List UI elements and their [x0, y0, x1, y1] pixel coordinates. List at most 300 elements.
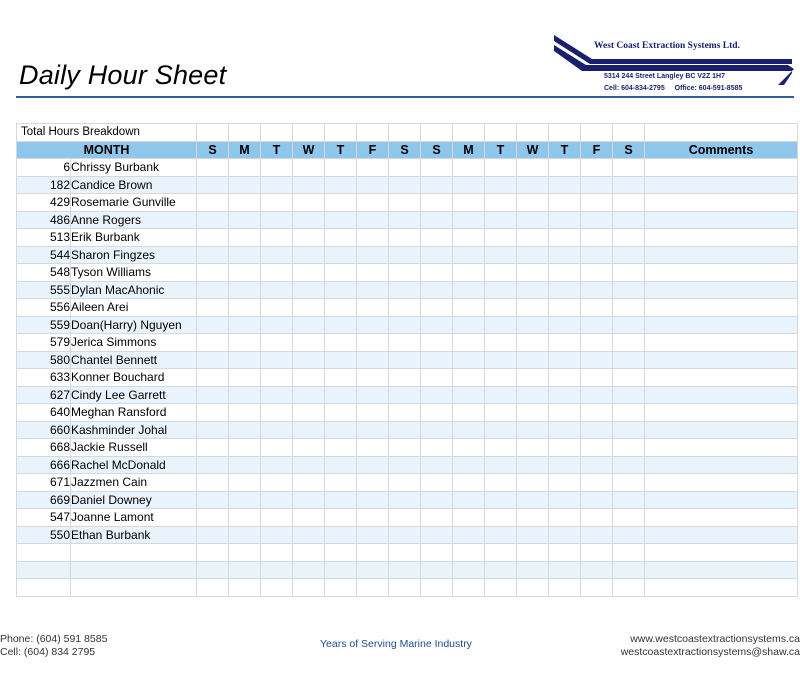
- hours-cell[interactable]: [389, 351, 421, 369]
- comments-cell[interactable]: [645, 351, 798, 369]
- hours-cell[interactable]: [389, 194, 421, 212]
- hours-cell[interactable]: [389, 544, 421, 562]
- hours-cell[interactable]: [229, 299, 261, 317]
- hours-cell[interactable]: [325, 369, 357, 387]
- hours-cell[interactable]: [453, 404, 485, 422]
- hours-cell[interactable]: [293, 579, 325, 597]
- hours-cell[interactable]: [549, 456, 581, 474]
- comments-cell[interactable]: [645, 421, 798, 439]
- hours-cell[interactable]: [485, 299, 517, 317]
- hours-cell[interactable]: [197, 211, 229, 229]
- hours-cell[interactable]: [293, 351, 325, 369]
- hours-cell[interactable]: [421, 404, 453, 422]
- hours-cell[interactable]: [453, 211, 485, 229]
- hours-cell[interactable]: [325, 439, 357, 457]
- hours-cell[interactable]: [485, 456, 517, 474]
- hours-cell[interactable]: [613, 509, 645, 527]
- hours-cell[interactable]: [453, 526, 485, 544]
- hours-cell[interactable]: [613, 281, 645, 299]
- hours-cell[interactable]: [357, 509, 389, 527]
- hours-cell[interactable]: [389, 176, 421, 194]
- hours-cell[interactable]: [197, 526, 229, 544]
- hours-cell[interactable]: [421, 579, 453, 597]
- hours-cell[interactable]: [229, 491, 261, 509]
- hours-cell[interactable]: [453, 491, 485, 509]
- hours-cell[interactable]: [389, 456, 421, 474]
- hours-cell[interactable]: [325, 334, 357, 352]
- hours-cell[interactable]: [293, 369, 325, 387]
- hours-cell[interactable]: [229, 456, 261, 474]
- hours-cell[interactable]: [261, 211, 293, 229]
- hours-cell[interactable]: [229, 561, 261, 579]
- hours-cell[interactable]: [421, 474, 453, 492]
- hours-cell[interactable]: [197, 281, 229, 299]
- hours-cell[interactable]: [453, 439, 485, 457]
- hours-cell[interactable]: [453, 334, 485, 352]
- hours-cell[interactable]: [613, 334, 645, 352]
- hours-cell[interactable]: [229, 159, 261, 177]
- hours-cell[interactable]: [485, 526, 517, 544]
- hours-cell[interactable]: [357, 264, 389, 282]
- hours-cell[interactable]: [197, 509, 229, 527]
- hours-cell[interactable]: [389, 334, 421, 352]
- hours-cell[interactable]: [613, 421, 645, 439]
- hours-cell[interactable]: [389, 579, 421, 597]
- hours-cell[interactable]: [517, 439, 549, 457]
- hours-cell[interactable]: [581, 509, 613, 527]
- hours-cell[interactable]: [549, 509, 581, 527]
- comments-cell[interactable]: [645, 334, 798, 352]
- hours-cell[interactable]: [357, 246, 389, 264]
- comments-cell[interactable]: [645, 439, 798, 457]
- hours-cell[interactable]: [261, 474, 293, 492]
- hours-cell[interactable]: [613, 439, 645, 457]
- hours-cell[interactable]: [197, 316, 229, 334]
- hours-cell[interactable]: [229, 264, 261, 282]
- hours-cell[interactable]: [613, 526, 645, 544]
- hours-cell[interactable]: [325, 229, 357, 247]
- hours-cell[interactable]: [389, 264, 421, 282]
- hours-cell[interactable]: [325, 159, 357, 177]
- hours-cell[interactable]: [581, 351, 613, 369]
- hours-cell[interactable]: [197, 369, 229, 387]
- hours-cell[interactable]: [261, 229, 293, 247]
- hours-cell[interactable]: [389, 281, 421, 299]
- hours-cell[interactable]: [581, 404, 613, 422]
- hours-cell[interactable]: [485, 544, 517, 562]
- hours-cell[interactable]: [613, 456, 645, 474]
- comments-cell[interactable]: [645, 264, 798, 282]
- hours-cell[interactable]: [229, 439, 261, 457]
- hours-cell[interactable]: [453, 386, 485, 404]
- hours-cell[interactable]: [325, 491, 357, 509]
- hours-cell[interactable]: [197, 421, 229, 439]
- hours-cell[interactable]: [293, 229, 325, 247]
- hours-cell[interactable]: [549, 421, 581, 439]
- hours-cell[interactable]: [517, 264, 549, 282]
- hours-cell[interactable]: [421, 369, 453, 387]
- hours-cell[interactable]: [261, 369, 293, 387]
- hours-cell[interactable]: [549, 159, 581, 177]
- hours-cell[interactable]: [261, 281, 293, 299]
- hours-cell[interactable]: [485, 439, 517, 457]
- hours-cell[interactable]: [613, 386, 645, 404]
- hours-cell[interactable]: [453, 176, 485, 194]
- hours-cell[interactable]: [357, 211, 389, 229]
- hours-cell[interactable]: [549, 474, 581, 492]
- hours-cell[interactable]: [517, 526, 549, 544]
- hours-cell[interactable]: [229, 474, 261, 492]
- hours-cell[interactable]: [613, 211, 645, 229]
- comments-cell[interactable]: [645, 579, 798, 597]
- hours-cell[interactable]: [581, 229, 613, 247]
- hours-cell[interactable]: [293, 526, 325, 544]
- hours-cell[interactable]: [549, 246, 581, 264]
- hours-cell[interactable]: [485, 246, 517, 264]
- hours-cell[interactable]: [261, 526, 293, 544]
- hours-cell[interactable]: [229, 579, 261, 597]
- hours-cell[interactable]: [293, 159, 325, 177]
- hours-cell[interactable]: [261, 579, 293, 597]
- hours-cell[interactable]: [485, 176, 517, 194]
- hours-cell[interactable]: [613, 579, 645, 597]
- hours-cell[interactable]: [421, 456, 453, 474]
- hours-cell[interactable]: [421, 386, 453, 404]
- hours-cell[interactable]: [613, 316, 645, 334]
- hours-cell[interactable]: [261, 456, 293, 474]
- hours-cell[interactable]: [581, 439, 613, 457]
- hours-cell[interactable]: [549, 229, 581, 247]
- hours-cell[interactable]: [581, 334, 613, 352]
- hours-cell[interactable]: [517, 159, 549, 177]
- hours-cell[interactable]: [229, 351, 261, 369]
- hours-cell[interactable]: [613, 474, 645, 492]
- hours-cell[interactable]: [421, 281, 453, 299]
- hours-cell[interactable]: [581, 194, 613, 212]
- hours-cell[interactable]: [261, 404, 293, 422]
- hours-cell[interactable]: [389, 404, 421, 422]
- hours-cell[interactable]: [421, 561, 453, 579]
- hours-cell[interactable]: [197, 264, 229, 282]
- hours-cell[interactable]: [613, 299, 645, 317]
- hours-cell[interactable]: [581, 474, 613, 492]
- hours-cell[interactable]: [421, 421, 453, 439]
- hours-cell[interactable]: [197, 334, 229, 352]
- hours-cell[interactable]: [325, 544, 357, 562]
- hours-cell[interactable]: [613, 561, 645, 579]
- hours-cell[interactable]: [293, 194, 325, 212]
- hours-cell[interactable]: [517, 491, 549, 509]
- hours-cell[interactable]: [485, 386, 517, 404]
- hours-cell[interactable]: [453, 579, 485, 597]
- hours-cell[interactable]: [549, 526, 581, 544]
- hours-cell[interactable]: [549, 264, 581, 282]
- hours-cell[interactable]: [485, 264, 517, 282]
- hours-cell[interactable]: [389, 316, 421, 334]
- hours-cell[interactable]: [485, 211, 517, 229]
- hours-cell[interactable]: [517, 579, 549, 597]
- hours-cell[interactable]: [357, 299, 389, 317]
- hours-cell[interactable]: [229, 544, 261, 562]
- hours-cell[interactable]: [549, 369, 581, 387]
- comments-cell[interactable]: [645, 176, 798, 194]
- hours-cell[interactable]: [197, 386, 229, 404]
- hours-cell[interactable]: [325, 456, 357, 474]
- hours-cell[interactable]: [549, 386, 581, 404]
- hours-cell[interactable]: [357, 159, 389, 177]
- hours-cell[interactable]: [293, 561, 325, 579]
- hours-cell[interactable]: [293, 211, 325, 229]
- hours-cell[interactable]: [453, 316, 485, 334]
- hours-cell[interactable]: [229, 404, 261, 422]
- hours-cell[interactable]: [453, 509, 485, 527]
- hours-cell[interactable]: [517, 509, 549, 527]
- hours-cell[interactable]: [293, 264, 325, 282]
- hours-cell[interactable]: [197, 351, 229, 369]
- hours-cell[interactable]: [517, 351, 549, 369]
- hours-cell[interactable]: [293, 299, 325, 317]
- hours-cell[interactable]: [357, 351, 389, 369]
- hours-cell[interactable]: [485, 491, 517, 509]
- hours-cell[interactable]: [325, 561, 357, 579]
- hours-cell[interactable]: [325, 526, 357, 544]
- hours-cell[interactable]: [421, 299, 453, 317]
- hours-cell[interactable]: [549, 404, 581, 422]
- hours-cell[interactable]: [549, 211, 581, 229]
- hours-cell[interactable]: [357, 561, 389, 579]
- hours-cell[interactable]: [581, 159, 613, 177]
- hours-cell[interactable]: [357, 421, 389, 439]
- hours-cell[interactable]: [197, 229, 229, 247]
- hours-cell[interactable]: [421, 509, 453, 527]
- comments-cell[interactable]: [645, 561, 798, 579]
- hours-cell[interactable]: [325, 351, 357, 369]
- hours-cell[interactable]: [229, 176, 261, 194]
- hours-cell[interactable]: [197, 439, 229, 457]
- hours-cell[interactable]: [357, 439, 389, 457]
- hours-cell[interactable]: [261, 334, 293, 352]
- hours-cell[interactable]: [325, 281, 357, 299]
- hours-cell[interactable]: [293, 316, 325, 334]
- hours-cell[interactable]: [485, 316, 517, 334]
- hours-cell[interactable]: [517, 316, 549, 334]
- hours-cell[interactable]: [293, 386, 325, 404]
- hours-cell[interactable]: [357, 281, 389, 299]
- hours-cell[interactable]: [325, 299, 357, 317]
- hours-cell[interactable]: [613, 491, 645, 509]
- hours-cell[interactable]: [357, 194, 389, 212]
- comments-cell[interactable]: [645, 386, 798, 404]
- footer-email[interactable]: westcoastextractionsystems@shaw.ca: [620, 646, 800, 658]
- hours-cell[interactable]: [453, 351, 485, 369]
- hours-cell[interactable]: [357, 404, 389, 422]
- hours-cell[interactable]: [389, 439, 421, 457]
- hours-cell[interactable]: [485, 334, 517, 352]
- hours-cell[interactable]: [293, 334, 325, 352]
- hours-cell[interactable]: [613, 229, 645, 247]
- hours-cell[interactable]: [549, 299, 581, 317]
- hours-cell[interactable]: [229, 246, 261, 264]
- hours-cell[interactable]: [581, 544, 613, 562]
- hours-cell[interactable]: [485, 421, 517, 439]
- hours-cell[interactable]: [261, 194, 293, 212]
- hours-cell[interactable]: [485, 194, 517, 212]
- hours-cell[interactable]: [581, 421, 613, 439]
- hours-cell[interactable]: [197, 194, 229, 212]
- hours-cell[interactable]: [581, 316, 613, 334]
- hours-cell[interactable]: [421, 351, 453, 369]
- hours-cell[interactable]: [357, 544, 389, 562]
- hours-cell[interactable]: [613, 404, 645, 422]
- hours-cell[interactable]: [197, 456, 229, 474]
- comments-cell[interactable]: [645, 456, 798, 474]
- hours-cell[interactable]: [517, 334, 549, 352]
- hours-cell[interactable]: [421, 491, 453, 509]
- hours-cell[interactable]: [613, 176, 645, 194]
- hours-cell[interactable]: [389, 474, 421, 492]
- hours-cell[interactable]: [197, 246, 229, 264]
- hours-cell[interactable]: [485, 579, 517, 597]
- comments-cell[interactable]: [645, 159, 798, 177]
- hours-cell[interactable]: [549, 334, 581, 352]
- hours-cell[interactable]: [421, 334, 453, 352]
- hours-cell[interactable]: [517, 211, 549, 229]
- hours-cell[interactable]: [389, 509, 421, 527]
- hours-cell[interactable]: [325, 211, 357, 229]
- hours-cell[interactable]: [293, 176, 325, 194]
- hours-cell[interactable]: [453, 369, 485, 387]
- hours-cell[interactable]: [613, 159, 645, 177]
- hours-cell[interactable]: [229, 386, 261, 404]
- hours-cell[interactable]: [325, 474, 357, 492]
- hours-cell[interactable]: [261, 351, 293, 369]
- hours-cell[interactable]: [389, 299, 421, 317]
- hours-cell[interactable]: [517, 561, 549, 579]
- hours-cell[interactable]: [549, 491, 581, 509]
- hours-cell[interactable]: [197, 561, 229, 579]
- hours-cell[interactable]: [485, 351, 517, 369]
- comments-cell[interactable]: [645, 509, 798, 527]
- hours-cell[interactable]: [517, 456, 549, 474]
- hours-cell[interactable]: [517, 194, 549, 212]
- comments-cell[interactable]: [645, 194, 798, 212]
- comments-cell[interactable]: [645, 404, 798, 422]
- hours-cell[interactable]: [485, 229, 517, 247]
- hours-cell[interactable]: [325, 386, 357, 404]
- hours-cell[interactable]: [197, 474, 229, 492]
- hours-cell[interactable]: [485, 281, 517, 299]
- hours-cell[interactable]: [485, 474, 517, 492]
- hours-cell[interactable]: [197, 159, 229, 177]
- hours-cell[interactable]: [389, 369, 421, 387]
- hours-cell[interactable]: [197, 404, 229, 422]
- hours-cell[interactable]: [325, 404, 357, 422]
- hours-cell[interactable]: [453, 474, 485, 492]
- hours-cell[interactable]: [581, 526, 613, 544]
- hours-cell[interactable]: [389, 526, 421, 544]
- hours-cell[interactable]: [485, 404, 517, 422]
- hours-cell[interactable]: [517, 386, 549, 404]
- hours-cell[interactable]: [293, 404, 325, 422]
- hours-cell[interactable]: [389, 211, 421, 229]
- hours-cell[interactable]: [325, 316, 357, 334]
- hours-cell[interactable]: [453, 281, 485, 299]
- hours-cell[interactable]: [421, 176, 453, 194]
- hours-cell[interactable]: [581, 579, 613, 597]
- hours-cell[interactable]: [613, 544, 645, 562]
- hours-cell[interactable]: [261, 421, 293, 439]
- hours-cell[interactable]: [613, 351, 645, 369]
- comments-cell[interactable]: [645, 229, 798, 247]
- hours-cell[interactable]: [613, 194, 645, 212]
- comments-cell[interactable]: [645, 544, 798, 562]
- hours-cell[interactable]: [581, 176, 613, 194]
- hours-cell[interactable]: [485, 509, 517, 527]
- hours-cell[interactable]: [549, 544, 581, 562]
- hours-cell[interactable]: [325, 579, 357, 597]
- hours-cell[interactable]: [357, 474, 389, 492]
- hours-cell[interactable]: [325, 421, 357, 439]
- hours-cell[interactable]: [421, 229, 453, 247]
- comments-cell[interactable]: [645, 316, 798, 334]
- hours-cell[interactable]: [517, 176, 549, 194]
- hours-cell[interactable]: [357, 579, 389, 597]
- hours-cell[interactable]: [485, 369, 517, 387]
- hours-cell[interactable]: [549, 176, 581, 194]
- hours-cell[interactable]: [421, 246, 453, 264]
- hours-cell[interactable]: [453, 194, 485, 212]
- hours-cell[interactable]: [325, 264, 357, 282]
- hours-cell[interactable]: [261, 491, 293, 509]
- hours-cell[interactable]: [613, 369, 645, 387]
- hours-cell[interactable]: [389, 229, 421, 247]
- hours-cell[interactable]: [293, 421, 325, 439]
- hours-cell[interactable]: [261, 561, 293, 579]
- hours-cell[interactable]: [581, 211, 613, 229]
- comments-cell[interactable]: [645, 211, 798, 229]
- hours-cell[interactable]: [517, 404, 549, 422]
- hours-cell[interactable]: [229, 211, 261, 229]
- hours-cell[interactable]: [453, 264, 485, 282]
- hours-cell[interactable]: [421, 316, 453, 334]
- hours-cell[interactable]: [229, 316, 261, 334]
- hours-cell[interactable]: [485, 561, 517, 579]
- hours-cell[interactable]: [325, 176, 357, 194]
- hours-cell[interactable]: [581, 386, 613, 404]
- hours-cell[interactable]: [517, 229, 549, 247]
- hours-cell[interactable]: [421, 544, 453, 562]
- hours-cell[interactable]: [485, 159, 517, 177]
- comments-cell[interactable]: [645, 369, 798, 387]
- hours-cell[interactable]: [517, 544, 549, 562]
- hours-cell[interactable]: [293, 246, 325, 264]
- hours-cell[interactable]: [453, 159, 485, 177]
- comments-cell[interactable]: [645, 299, 798, 317]
- hours-cell[interactable]: [261, 509, 293, 527]
- hours-cell[interactable]: [357, 456, 389, 474]
- hours-cell[interactable]: [613, 264, 645, 282]
- hours-cell[interactable]: [389, 386, 421, 404]
- hours-cell[interactable]: [581, 264, 613, 282]
- hours-cell[interactable]: [293, 281, 325, 299]
- hours-cell[interactable]: [197, 579, 229, 597]
- hours-cell[interactable]: [197, 299, 229, 317]
- hours-cell[interactable]: [293, 439, 325, 457]
- hours-cell[interactable]: [549, 439, 581, 457]
- hours-cell[interactable]: [229, 509, 261, 527]
- hours-cell[interactable]: [453, 299, 485, 317]
- hours-cell[interactable]: [357, 176, 389, 194]
